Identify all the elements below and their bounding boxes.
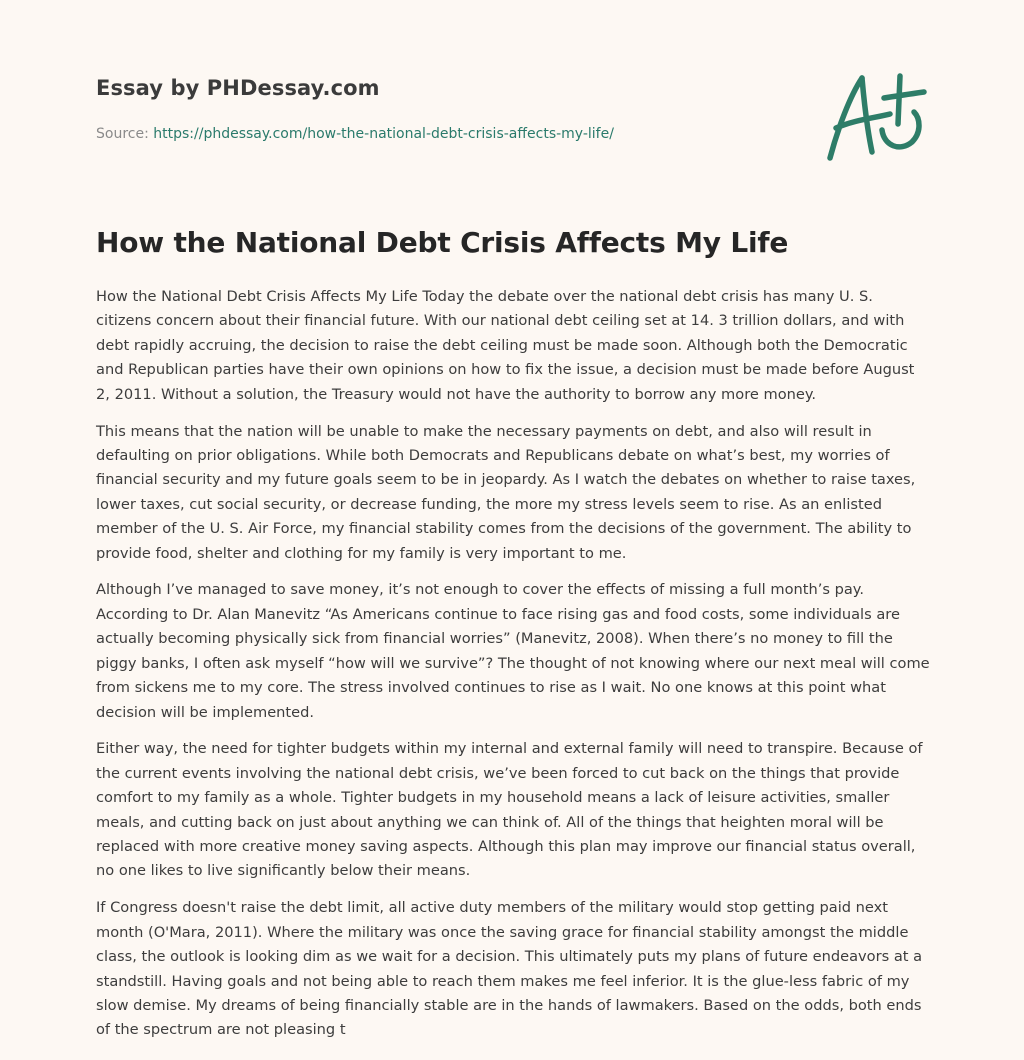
source-line [96,126,796,142]
essay-paragraph: How the National Debt Crisis Affects My Life Today the debate over the national debt crisis has many U. S. citizens concern about their financial future. With our national debt ceiling set at 14. 3 trillion dollars, and with debt rapidly accruing, the decision to raise the debt ceiling must be made soon. Although both the Democratic and Republican parties have their own opinions on how to fix the issue, a decision must be made before August 2, 2011. Without a solution, the Treasury would not have the authority to borrow any more money. [96,288,915,403]
source-link[interactable]: https://phdessay.com/how-the-national-debt-crisis-affects-my-life/ [153,126,614,142]
essay-paragraph: This means that the nation will be unable to make the necessary payments on debt, and also will result in defaulting on prior obligations. While both Democrats and Republicans debate on what’s best, my worries of financial security and my future goals seem to be in jeopardy. As I watch the debates on whether to raise taxes, lower taxes, cut social security, or decrease funding, the more my stress levels seem to rise. As an enlisted member of the U. S. Air Force, my financial stability comes from the decisions of the government. The ability to provide food, shelter and clothing for my family is very important to me. [96,422,916,562]
site-brand: Essay by PHDessay.com [96,76,380,100]
essay-title: How the National Debt Crisis Affects My Life [96,226,789,259]
essay-header [96,76,796,142]
essay-paragraph: If Congress doesn't raise the debt limit, all active duty members of the military would stop getting paid next month (O'Mara, 2011). Where the military was once the saving grace for financial stability amongst the middle class, the outlook is looking dim as we wait for a decision. This ultimately puts my plans of future endeavors at a standstill. Having goals and not being able to reach them makes me feel inferior. It is the glue-less fabric of my slow demise. My dreams of being financially stable are in the hands of lawmakers. Based on the odds, both ends of the spectrum are not pleasing t [96,899,923,1039]
essay-paragraph: Although I’ve managed to save money, it’s not enough to cover the effects of missing a full month’s pay. According to Dr. Alan Manevitz “As Americans continue to face rising gas and food costs, some individuals are actually becoming physically sick from financial worries” (Manevitz, 2008). When there’s no money to fill the piggy banks, I often ask myself “how will we survive”? The thought of not knowing where our next meal will come from sickens me to my core. The stress involved continues to rise as I wait. No one knows at this point what decision will be implemented. [96,581,930,721]
essay-paragraph: Either way, the need for tighter budgets within my internal and external family will need to transpire. Because of the current events involving the national debt crisis, we’ve been forced to cut back on the things that provide comfort to my family as a whole. Tighter budgets in my household means a lack of leisure activities, smaller meals, and cutting back on just about anything we can think of. All of the things that heighten moral will be replaced with more creative money saving aspects. Although this plan may improve our financial status overall, no one likes to live significantly below their means. [96,740,923,880]
source-label: Source: [96,126,149,142]
essay-body [96,285,931,1055]
a-plus-grade-icon [820,66,930,166]
